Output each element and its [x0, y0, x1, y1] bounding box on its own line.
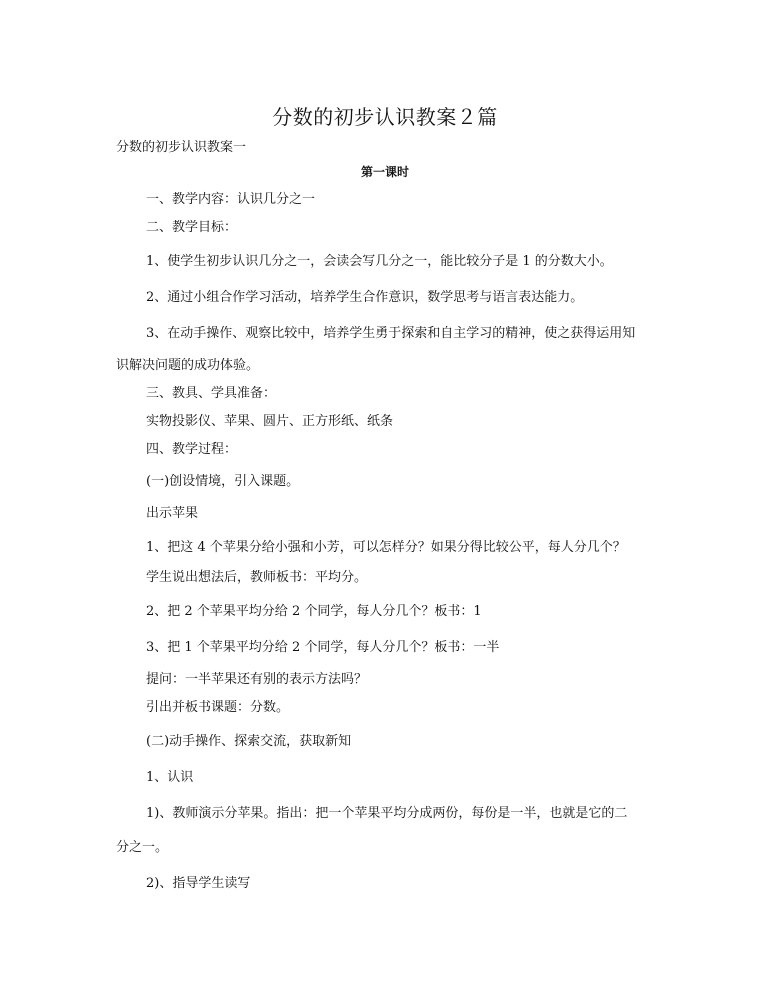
lesson-label: 第一课时 — [360, 165, 409, 179]
paragraph: 提问：一半苹果还有别的表示方法吗？ — [146, 672, 368, 687]
paragraph: 2)、指导学生读写 — [146, 876, 251, 891]
paragraph: 三、教具、学具准备： — [146, 386, 277, 401]
paragraph: 四、教学过程： — [146, 442, 238, 457]
paragraph: 2、通过小组合作学习活动，培养学生合作意识，数学思考与语言表达能力。 — [146, 290, 584, 305]
paragraph: 引出并板书课题：分数。 — [146, 700, 290, 715]
paragraph: 1)、教师演示分苹果。指出：把一个苹果平均分成两份，每份是一半，也就是它的二 — [146, 806, 628, 821]
paragraph: 2、把 2 个苹果平均分给 2 个同学，每人分几个？板书：1 — [146, 604, 482, 619]
paragraph: 1、使学生初步认识几分之一，会读会写几分之一，能比较分子是 1 的分数大小。 — [146, 254, 613, 269]
paragraph: (二)动手操作、探索交流，获取新知 — [146, 734, 352, 749]
paragraph: 一、教学内容：认识几分之一 — [146, 192, 316, 207]
document-heading: 分数的初步认识教案一 — [116, 140, 247, 155]
document-title: 分数的初步认识教案２篇 — [272, 105, 498, 129]
paragraph: 二、教学目标： — [146, 220, 238, 235]
paragraph: 1、认识 — [146, 770, 194, 785]
paragraph: 学生说出想法后，教师板书：平均分。 — [146, 570, 368, 585]
paragraph: 识解决问题的成功体验。 — [116, 358, 260, 373]
paragraph: 3、把 1 个苹果平均分给 2 个同学，每人分几个？板书：一半 — [146, 640, 500, 655]
paragraph: 3、在动手操作、观察比较中，培养学生勇于探索和自主学习的精神，使之获得运用知 — [146, 326, 636, 341]
paragraph: 出示苹果 — [146, 506, 199, 521]
paragraph: (一)创设情境，引入课题。 — [146, 474, 300, 489]
paragraph: 实物投影仪、苹果、圆片、正方形纸、纸条 — [146, 414, 394, 429]
paragraph: 分之一。 — [116, 840, 169, 855]
paragraph: 1、把这 4 个苹果分给小强和小芳，可以怎样分？如果分得比较公平，每人分几个？ — [146, 540, 626, 555]
